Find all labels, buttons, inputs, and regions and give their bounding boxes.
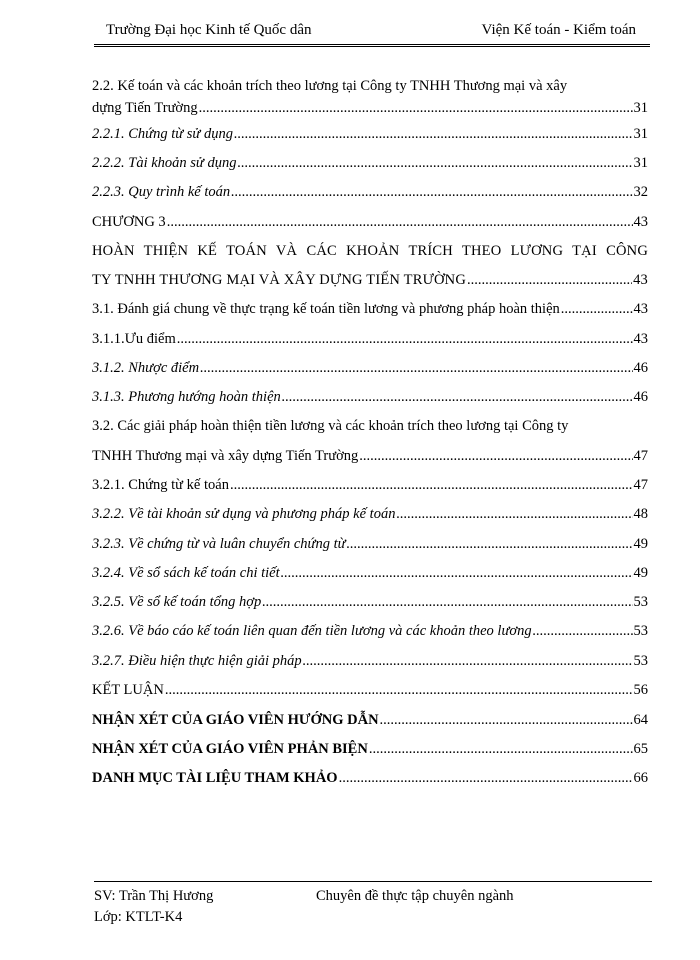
toc-page-number: 65	[633, 741, 648, 757]
toc-page-number: 31	[633, 155, 648, 171]
toc-entry-text: KẾT LUẬN	[92, 682, 164, 698]
leader-dots	[303, 650, 633, 672]
toc-entry-chapter-3-title-line1: HOÀN THIỆN KẾ TOÁN VÀ CÁC KHOẢN TRÍCH THEO LƯƠNG TẠI CÔNG	[92, 243, 648, 259]
toc-entry-text: TY TNHH THƯƠNG MẠI VÀ XÂY DỰNG TIẾN TRƯỜNG	[92, 272, 467, 288]
toc-entry-3-2-5[interactable]	[92, 591, 648, 613]
toc-entry-3-2[interactable]	[92, 445, 648, 467]
leader-dots	[234, 123, 633, 145]
leader-dots	[533, 620, 633, 642]
toc-entry-text: 3.1.2. Nhược điểm	[92, 360, 200, 376]
toc-entry-text: dựng Tiến Trường	[92, 100, 198, 116]
leader-dots	[262, 591, 632, 613]
toc-page-number: 43	[633, 301, 648, 317]
toc-entry-text: 3.1.3. Phương hướng hoàn thiện	[92, 389, 281, 405]
footer-topic: Chuyên đề thực tập chuyên ngành	[316, 888, 514, 904]
toc-page-number: 46	[633, 360, 648, 376]
toc-page-number: 32	[633, 184, 648, 200]
page-header	[94, 18, 650, 47]
toc-entry-text: 3.2.3. Về chứng từ và luân chuyển chứng từ	[92, 536, 346, 552]
leader-dots	[396, 503, 632, 525]
toc-page-number: 43	[633, 272, 648, 288]
toc-page-number: 46	[633, 389, 648, 405]
toc-entry-3-2-6[interactable]	[92, 620, 648, 642]
toc-entry-3-2-2[interactable]	[92, 503, 648, 525]
toc-entry-3-1-2[interactable]	[92, 357, 648, 379]
toc-page-number: 31	[633, 100, 648, 116]
leader-dots	[200, 357, 632, 379]
toc-entry-3-2-1[interactable]	[92, 474, 648, 496]
leader-dots	[177, 328, 633, 350]
toc-entry-text: NHẬN XÉT CỦA GIÁO VIÊN PHẢN BIỆN	[92, 741, 368, 757]
toc-entry-text: 2.2.2. Tài khoản sử dụng	[92, 155, 237, 171]
leader-dots	[230, 474, 633, 496]
footer-student-info	[94, 886, 213, 928]
leader-dots	[199, 97, 633, 119]
footer-student-name: SV: Trần Thị Hương	[94, 888, 214, 904]
toc-entry-3-2-4[interactable]	[92, 562, 648, 584]
leader-dots	[165, 679, 633, 701]
toc-page-number: 43	[633, 214, 648, 230]
toc-entry-3-1-3[interactable]	[92, 386, 648, 408]
toc-entry-3-2-3[interactable]	[92, 533, 648, 555]
toc-entry-3-1[interactable]	[92, 298, 648, 320]
toc-entry-text: DANH MỤC TÀI LIỆU THAM KHẢO	[92, 770, 338, 786]
toc-entry-text: CHƯƠNG 3	[92, 214, 166, 230]
footer-divider	[94, 881, 652, 882]
toc-entry-references[interactable]	[92, 767, 648, 789]
toc-page-number: 47	[633, 477, 648, 493]
toc-entry-3-1-1[interactable]	[92, 328, 648, 350]
toc-page-number: 49	[633, 536, 648, 552]
toc-page-number: 43	[633, 331, 648, 347]
toc-entry-text: 2.2.1. Chứng từ sử dụng	[92, 126, 233, 142]
leader-dots	[237, 152, 632, 174]
leader-dots	[467, 269, 632, 291]
toc-entry-supervisor-review[interactable]	[92, 709, 648, 731]
header-university: Trường Đại học Kinh tế Quốc dân	[106, 22, 312, 38]
toc-page-number: 66	[633, 770, 648, 786]
toc-entry-chapter-3[interactable]	[92, 211, 648, 233]
leader-dots	[561, 298, 633, 320]
leader-dots	[339, 767, 633, 789]
toc-page-number: 64	[633, 712, 648, 728]
leader-dots	[359, 445, 632, 467]
header-institute: Viện Kế toán - Kiểm toán	[481, 22, 636, 38]
toc-entry-2-2[interactable]	[92, 97, 648, 119]
toc-page-number: 49	[633, 565, 648, 581]
toc-entry-text: 3.2.4. Về sổ sách kế toán chi tiết	[92, 565, 280, 581]
leader-dots	[282, 386, 633, 408]
toc-entry-2-2-3[interactable]	[92, 181, 648, 203]
toc-entry-2-2-1[interactable]	[92, 123, 648, 145]
toc-entry-text: 3.2.5. Về sổ kế toán tổng hợp	[92, 594, 262, 610]
toc-page-number: 53	[633, 653, 648, 669]
toc-entry-3-2-line1: 3.2. Các giải pháp hoàn thiện tiền lương và các khoản trích theo lương tại Công ty	[92, 418, 569, 434]
toc-entry-reviewer-review[interactable]	[92, 738, 648, 760]
toc-page-number: 56	[633, 682, 648, 698]
toc-entry-3-2-7[interactable]	[92, 650, 648, 672]
toc-entry-text: TNHH Thương mại và xây dựng Tiến Trường	[92, 448, 359, 464]
toc-page-number: 31	[633, 126, 648, 142]
toc-entry-text: 3.1. Đánh giá chung về thực trạng kế toán tiền lương và phương pháp hoàn thiện	[92, 301, 560, 317]
toc-entry-text: 2.2.3. Quy trình kế toán	[92, 184, 231, 200]
toc-entry-2-2-2[interactable]	[92, 152, 648, 174]
toc-entry-chapter-3-title[interactable]	[92, 269, 648, 291]
toc-entry-text: 3.2.7. Điều hiện thực hiện giải pháp	[92, 653, 302, 669]
toc-page-number: 48	[633, 506, 648, 522]
toc-entry-text: 3.2.2. Về tài khoản sử dụng và phương pháp kế toán	[92, 506, 396, 522]
toc-page-number: 53	[633, 594, 648, 610]
toc-entry-text: 3.1.1.Ưu điểm	[92, 331, 176, 347]
toc-entry-text: 3.2.6. Về báo cáo kế toán liên quan đến tiền lương và các khoản theo lương	[92, 623, 532, 639]
leader-dots	[231, 181, 632, 203]
toc-entry-2-2-line1: 2.2. Kế toán và các khoản trích theo lương tại Công ty TNHH Thương mại và xây	[92, 78, 568, 94]
footer-class: Lớp: KTLT-K4	[94, 909, 183, 925]
toc-entry-text: NHẬN XÉT CỦA GIÁO VIÊN HƯỚNG DẪN	[92, 712, 379, 728]
leader-dots	[369, 738, 633, 760]
leader-dots	[380, 709, 633, 731]
toc-entry-conclusion[interactable]	[92, 679, 648, 701]
leader-dots	[281, 562, 633, 584]
toc-page-number: 53	[633, 623, 648, 639]
leader-dots	[347, 533, 633, 555]
toc-entry-text: 3.2.1. Chứng từ kế toán	[92, 477, 229, 493]
leader-dots	[167, 211, 633, 233]
toc-page-number: 47	[633, 448, 648, 464]
